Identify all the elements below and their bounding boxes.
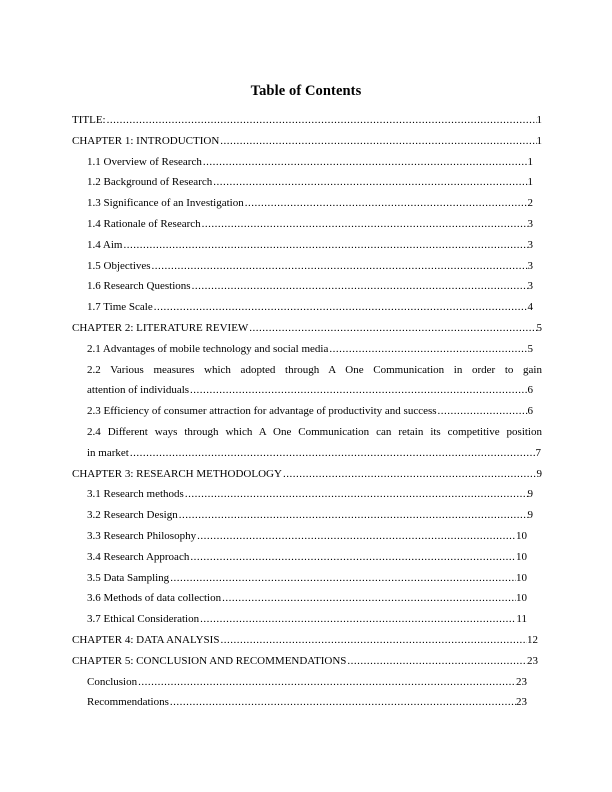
toc-entry-text: 1.5 Objectives — [87, 259, 151, 272]
dot-leader — [222, 588, 516, 609]
dot-leader — [220, 630, 527, 651]
toc-entry[interactable] — [87, 526, 527, 547]
toc-title: Table of Contents — [250, 83, 362, 99]
dot-leader — [249, 318, 536, 339]
toc-entry[interactable] — [87, 172, 533, 193]
toc-entry[interactable] — [87, 401, 533, 422]
toc-entry-text-line1: 2.2 Various measures which adopted through A One Communication in order to gain — [87, 363, 542, 376]
toc-entry-text: 3.7 Ethical Consideration — [87, 613, 200, 626]
dot-leader — [179, 505, 528, 526]
dot-leader — [200, 609, 516, 630]
toc-page-number: 1 — [527, 176, 533, 189]
toc-entry[interactable] — [87, 152, 533, 173]
toc-page-number: 10 — [516, 550, 527, 563]
toc-entry[interactable] — [87, 256, 533, 277]
dot-leader — [203, 152, 528, 173]
dot-leader — [154, 297, 528, 318]
toc-entry-text: Conclusion — [87, 675, 138, 688]
toc-page-number: 9 — [527, 509, 533, 522]
toc-entry[interactable] — [87, 568, 527, 589]
toc-page-number: 3 — [527, 217, 533, 230]
toc-page-number: 6 — [527, 405, 533, 418]
toc-entry-chapter-4[interactable] — [72, 630, 538, 651]
toc-entry-text: 1.1 Overview of Research — [87, 155, 202, 168]
toc-entry-text: 1.2 Background of Research — [87, 176, 213, 189]
toc-entry-text-line1: 2.4 Different ways through which A One Communication can retain its competitive position — [87, 425, 542, 438]
toc-entry-chapter-2[interactable] — [72, 318, 542, 339]
dot-leader — [438, 401, 528, 422]
toc-entry[interactable] — [87, 339, 533, 360]
toc-page-number: 5 — [536, 321, 542, 334]
toc-entry[interactable] — [87, 214, 533, 235]
toc-entry[interactable] — [87, 588, 527, 609]
toc-entry[interactable] — [87, 672, 527, 693]
dot-leader — [213, 172, 527, 193]
toc-entry-text: attention of individuals — [87, 384, 190, 397]
toc-entry-wrapped[interactable] — [87, 360, 542, 402]
toc-entry[interactable] — [87, 692, 527, 713]
toc-entry-text: CHAPTER 3: RESEARCH METHODOLOGY — [72, 467, 282, 480]
dot-leader — [123, 235, 527, 256]
toc-entry[interactable] — [87, 505, 533, 526]
toc-page-number: 23 — [516, 696, 527, 709]
toc-page-number: 3 — [527, 238, 533, 251]
toc-entry-text: 1.7 Time Scale — [87, 301, 153, 314]
table-of-contents — [72, 110, 542, 713]
toc-entry-line2 — [87, 443, 541, 464]
toc-entry-chapter-3[interactable] — [72, 464, 542, 485]
dot-leader — [190, 380, 527, 401]
toc-page-number: 9 — [536, 467, 542, 480]
dot-leader — [197, 526, 516, 547]
toc-entry[interactable] — [87, 609, 527, 630]
toc-entry[interactable] — [87, 193, 533, 214]
toc-entry[interactable] — [87, 276, 533, 297]
toc-page-number: 1 — [536, 134, 542, 147]
toc-page-number: 9 — [527, 488, 533, 501]
toc-entry-text: CHAPTER 2: LITERATURE REVIEW — [72, 321, 249, 334]
toc-entry-text: CHAPTER 1: INTRODUCTION — [72, 134, 220, 147]
toc-entry-line2 — [87, 380, 533, 401]
toc-entry-text: 1.3 Significance of an Investigation — [87, 197, 244, 210]
toc-entry-text: 1.4 Aim — [87, 238, 123, 251]
dot-leader — [283, 464, 537, 485]
dot-leader — [185, 484, 528, 505]
dot-leader — [107, 110, 537, 131]
toc-page-number: 1 — [527, 155, 533, 168]
toc-entry-text: 3.3 Research Philosophy — [87, 529, 197, 542]
toc-entry-text: 3.4 Research Approach — [87, 550, 190, 563]
toc-entry-text: CHAPTER 5: CONCLUSION AND RECOMMENDATIONS — [72, 654, 347, 667]
toc-page-number: 12 — [527, 633, 538, 646]
dot-leader — [245, 193, 528, 214]
dot-leader — [170, 692, 516, 713]
dot-leader — [202, 214, 528, 235]
dot-leader — [130, 443, 536, 464]
dot-leader — [220, 131, 536, 152]
toc-entry-text: 2.3 Efficiency of consumer attraction for advantage of productivity and success — [87, 405, 437, 418]
toc-page-number: 3 — [527, 280, 533, 293]
toc-page-number: 2 — [527, 197, 533, 210]
toc-page-number: 7 — [535, 446, 541, 459]
toc-entry-text: 3.6 Methods of data collection — [87, 592, 222, 605]
dot-leader — [192, 276, 528, 297]
toc-entry-text: 3.2 Research Design — [87, 509, 178, 522]
toc-page-number: 23 — [527, 654, 538, 667]
toc-entry-chapter-1[interactable] — [72, 131, 542, 152]
toc-entry-text: 3.5 Data Sampling — [87, 571, 170, 584]
dot-leader — [329, 339, 527, 360]
toc-page-number: 5 — [527, 342, 533, 355]
toc-page-number: 23 — [516, 675, 527, 688]
toc-entry-text: 3.1 Research methods — [87, 488, 184, 501]
dot-leader — [347, 651, 527, 672]
toc-entry-text: TITLE: — [72, 114, 106, 126]
dot-leader — [138, 672, 516, 693]
toc-page-number: 4 — [527, 301, 533, 314]
toc-entry[interactable] — [87, 297, 533, 318]
toc-entry-chapter-5[interactable] — [72, 651, 538, 672]
dot-leader — [190, 547, 516, 568]
toc-entry[interactable] — [87, 547, 527, 568]
toc-entry-text: 2.1 Advantages of mobile technology and social media — [87, 342, 329, 355]
toc-entry[interactable] — [87, 235, 533, 256]
toc-entry-text: 1.6 Research Questions — [87, 280, 191, 293]
toc-page-number: 11 — [516, 613, 527, 626]
toc-page-number: 3 — [527, 259, 533, 272]
toc-entry-wrapped[interactable] — [87, 422, 542, 464]
toc-entry-title[interactable] — [72, 110, 542, 131]
dot-leader — [170, 568, 516, 589]
toc-page-number: 10 — [516, 529, 527, 542]
toc-entry-text: Recommendations — [87, 696, 169, 709]
toc-page-number: 6 — [527, 384, 533, 397]
toc-entry[interactable] — [87, 484, 533, 505]
toc-entry-text: in market — [87, 446, 129, 459]
dot-leader — [152, 256, 528, 277]
toc-page-number: 10 — [516, 592, 527, 605]
toc-entry-text: CHAPTER 4: DATA ANALYSIS — [72, 633, 220, 646]
toc-entry-text: 1.4 Rationale of Research — [87, 217, 201, 230]
toc-page-number: 10 — [516, 571, 527, 584]
toc-page-number: 1 — [536, 114, 542, 126]
